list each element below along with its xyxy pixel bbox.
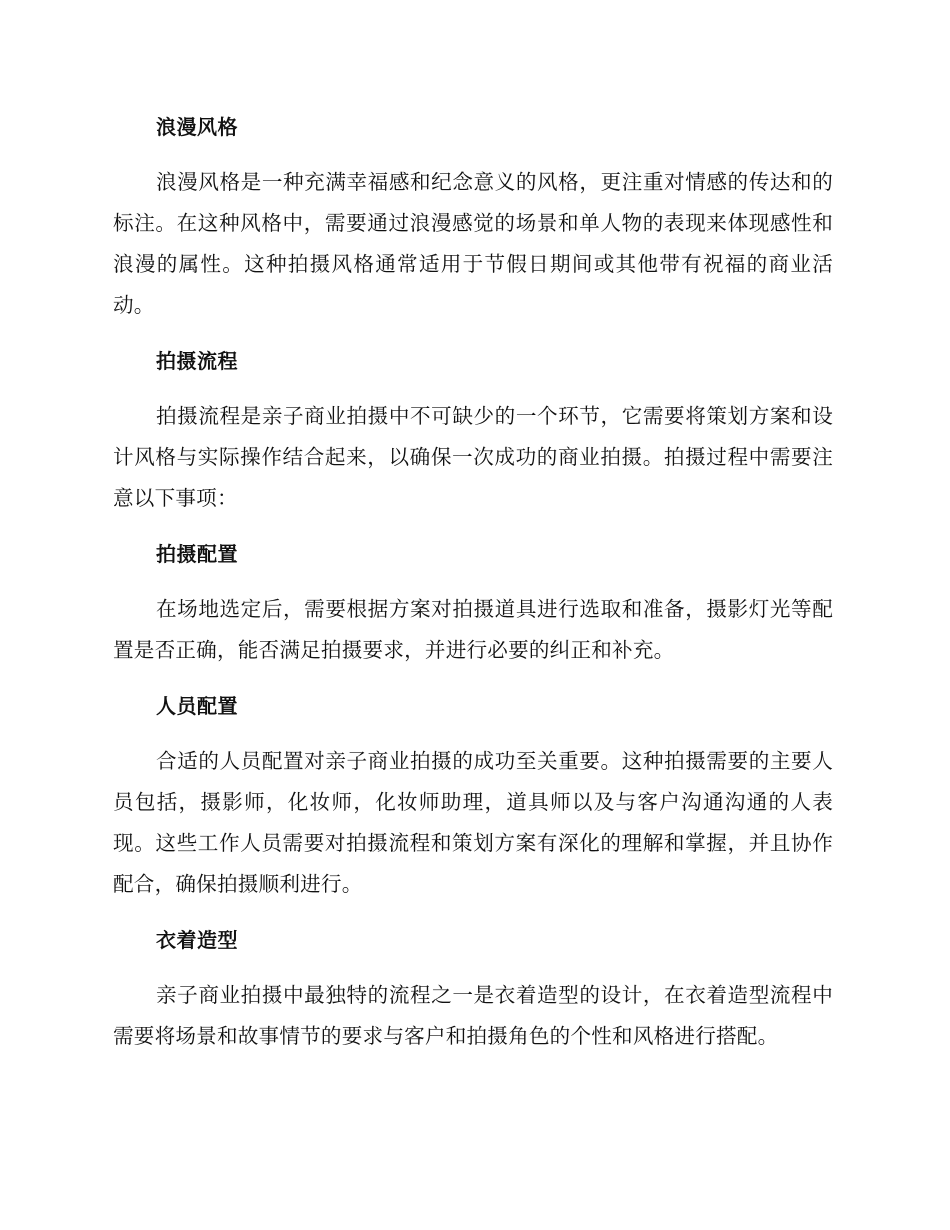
section-wardrobe-styling bbox=[113, 921, 833, 1057]
section-paragraph: 亲子商业拍摄中最独特的流程之一是衣着造型的设计，在衣着造型流程中需要将场景和故事情节的要求与客户和拍摄角色的个性和风格进行搭配。 bbox=[113, 983, 833, 1048]
section-paragraph: 拍摄流程是亲子商业拍摄中不可缺少的一个环节，它需要将策划方案和设计风格与实际操作结合起来，以确保一次成功的商业拍摄。拍摄过程中需要注意以下事项： bbox=[113, 404, 833, 510]
section-heading: 人员配置 bbox=[156, 694, 238, 718]
section-heading: 拍摄配置 bbox=[156, 542, 238, 566]
section-paragraph: 在场地选定后，需要根据方案对拍摄道具进行选取和准备，摄影灯光等配置是否正确，能否满足拍摄要求，并进行必要的纠正和补充。 bbox=[113, 597, 833, 662]
section-paragraph: 浪漫风格是一种充满幸福感和纪念意义的风格，更注重对情感的传达和的标注。在这种风格中，需要通过浪漫感觉的场景和单人物的表现来体现感性和浪漫的属性。这种拍摄风格通常适用于节假日期间或其他带有祝福的商业活动。 bbox=[113, 170, 833, 317]
section-romantic-style bbox=[113, 108, 833, 326]
section-heading: 拍摄流程 bbox=[156, 349, 238, 373]
section-shooting-process bbox=[113, 342, 833, 519]
document-page bbox=[113, 108, 833, 1073]
section-paragraph: 合适的人员配置对亲子商业拍摄的成功至关重要。这种拍摄需要的主要人员包括，摄影师，化妆师，化妆师助理，道具师以及与客户沟通沟通的人表现。这些工作人员需要对拍摄流程和策划方案有深化的理解和掌握，并且协作配合，确保拍摄顺利进行。 bbox=[113, 749, 833, 896]
section-shooting-setup bbox=[113, 535, 833, 671]
section-heading: 浪漫风格 bbox=[156, 115, 238, 139]
section-heading: 衣着造型 bbox=[156, 928, 238, 952]
section-staffing bbox=[113, 687, 833, 905]
